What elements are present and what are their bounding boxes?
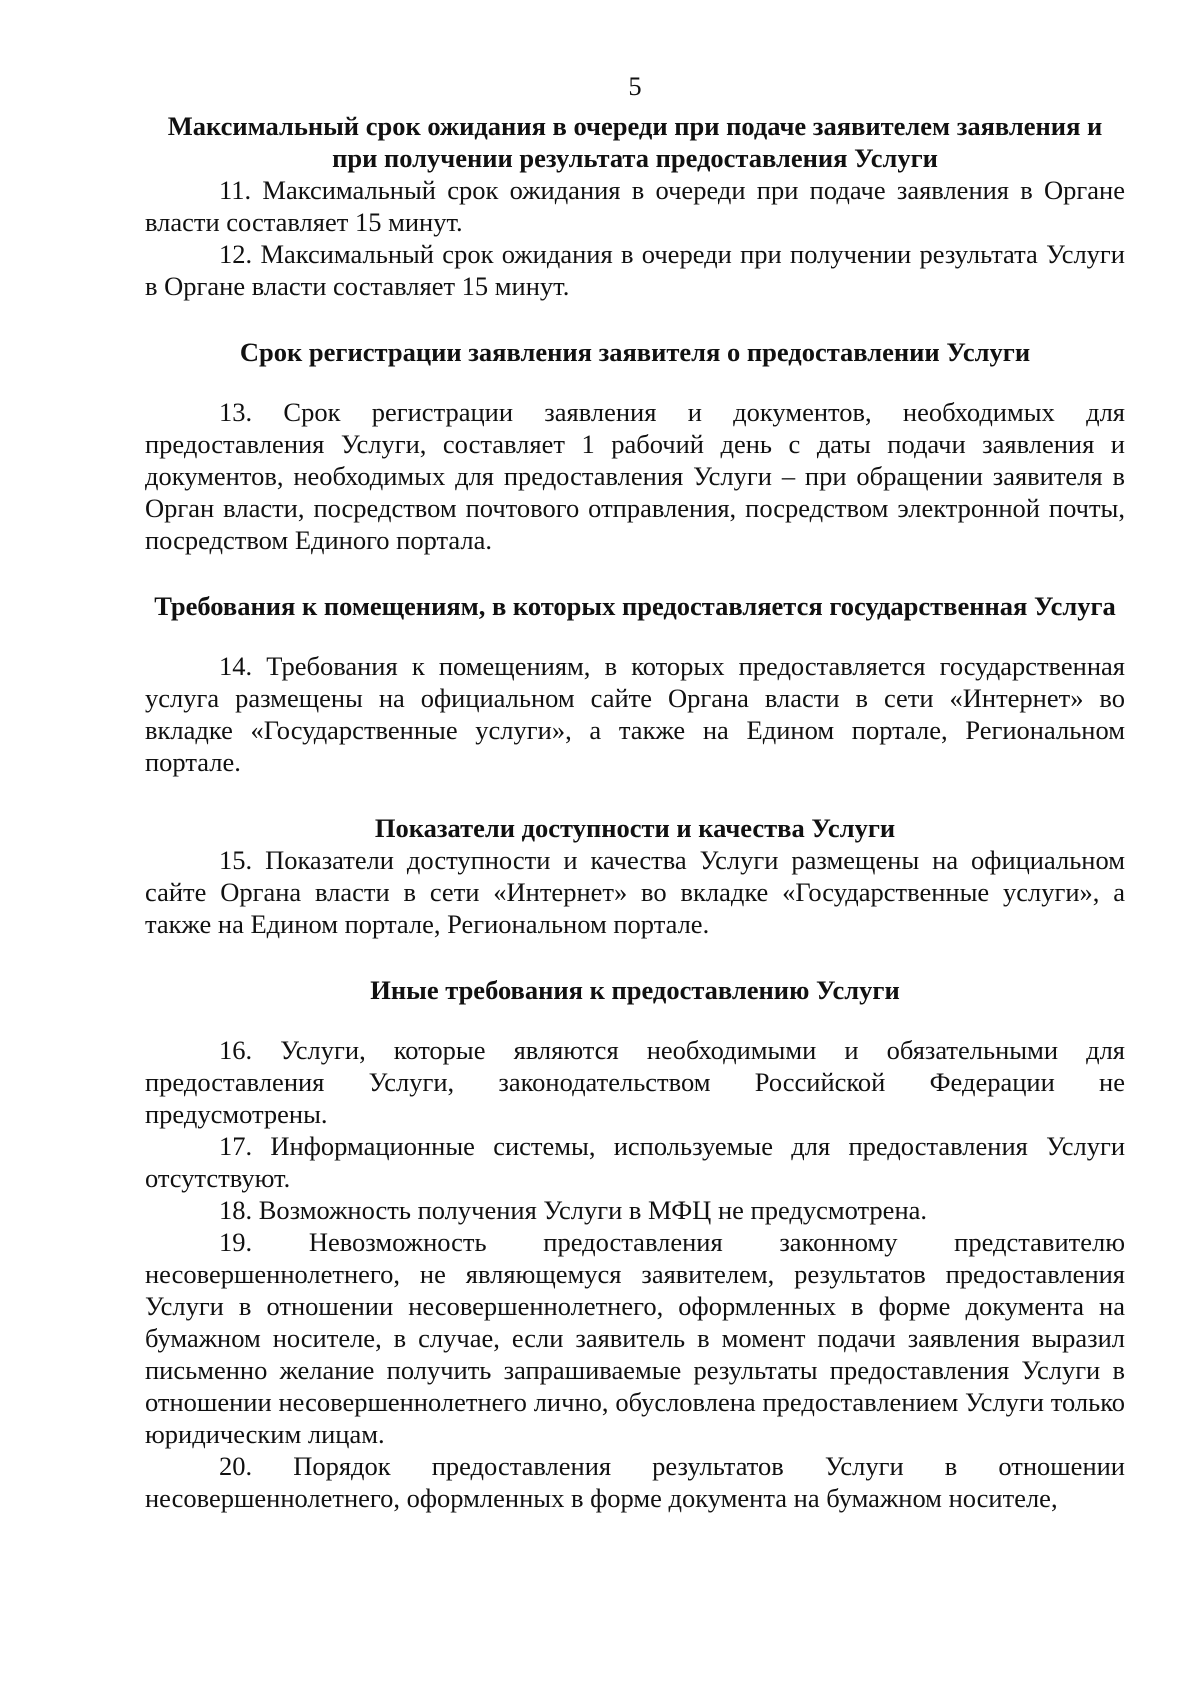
paragraph-16: 16. Услуги, которые являются необходимыми и обязательными для предоставления Услуги, законодательством Российской Федерации не предусмотрены. [145,1035,1125,1129]
section-heading: Иные требования к предоставлению Услуги [370,975,900,1005]
paragraph-12: 12. Максимальный срок ожидания в очереди при получении результата Услуги в Органе власти составляет 15 минут. [145,239,1125,301]
paragraph-15: 15. Показатели доступности и качества Услуги размещены на официальном сайте Органа власти в сети «Интернет» во вкладке «Государственные услуги», а также на Едином портале, Региональном портале. [145,845,1125,939]
section-heading: Срок регистрации заявления заявителя о предоставлении Услуги [239,337,1031,367]
page-number: 5 [628,71,642,101]
section-queue-waiting [145,110,1125,302]
paragraph-18: 18. Возможность получения Услуги в МФЦ не предусмотрена. [219,1195,928,1225]
section-heading: Требования к помещениям, в которых предоставляется государственная Услуга [154,591,1116,621]
section-heading: Максимальный срок ожидания в очереди при подаче заявителем заявления и при получении результата предоставления Услуги [167,111,1103,173]
section-heading: Показатели доступности и качества Услуги [374,813,896,843]
section-premises-requirements [145,590,1125,778]
document-page [145,70,1125,1514]
section-other-requirements [145,974,1125,1514]
paragraph-11: 11. Максимальный срок ожидания в очереди при подаче заявления в Органе власти составляет 15 минут. [145,175,1125,237]
section-registration-term [145,336,1125,556]
paragraph-19: 19. Невозможность предоставления законному представителю несовершеннолетнего, не являющемуся заявителем, результатов предоставления Услуги в отношении несовершеннолетнего, оформленных в форме документа на бумажном носителе, в случае, если заявитель в момент подачи заявления выразил письменно желание получить запрашиваемые результаты предоставления Услуги в отношении несовершеннолетнего лично, обусловлена предоставлением Услуги только юридическим лицам. [145,1227,1125,1449]
paragraph-13: 13. Срок регистрации заявления и документов, необходимых для предоставления Услуги, составляет 1 рабочий день с даты подачи заявления и документов, необходимых для предоставления Услуги – при обращении заявителя в Орган власти, посредством почтового отправления, посредством электронной почты, посредством Единого портала. [145,397,1125,555]
paragraph-14: 14. Требования к помещениям, в которых предоставляется государственная услуга размещены на официальном сайте Органа власти в сети «Интернет» во вкладке «Государственные услуги», а также на Едином портале, Региональном портале. [145,651,1125,777]
paragraph-17: 17. Информационные системы, используемые для предоставления Услуги отсутствуют. [145,1131,1125,1193]
paragraph-20: 20. Порядок предоставления результатов Услуги в отношении несовершеннолетнего, оформленных в форме документа на бумажном носителе, [145,1451,1125,1513]
section-accessibility-indicators [145,812,1125,940]
